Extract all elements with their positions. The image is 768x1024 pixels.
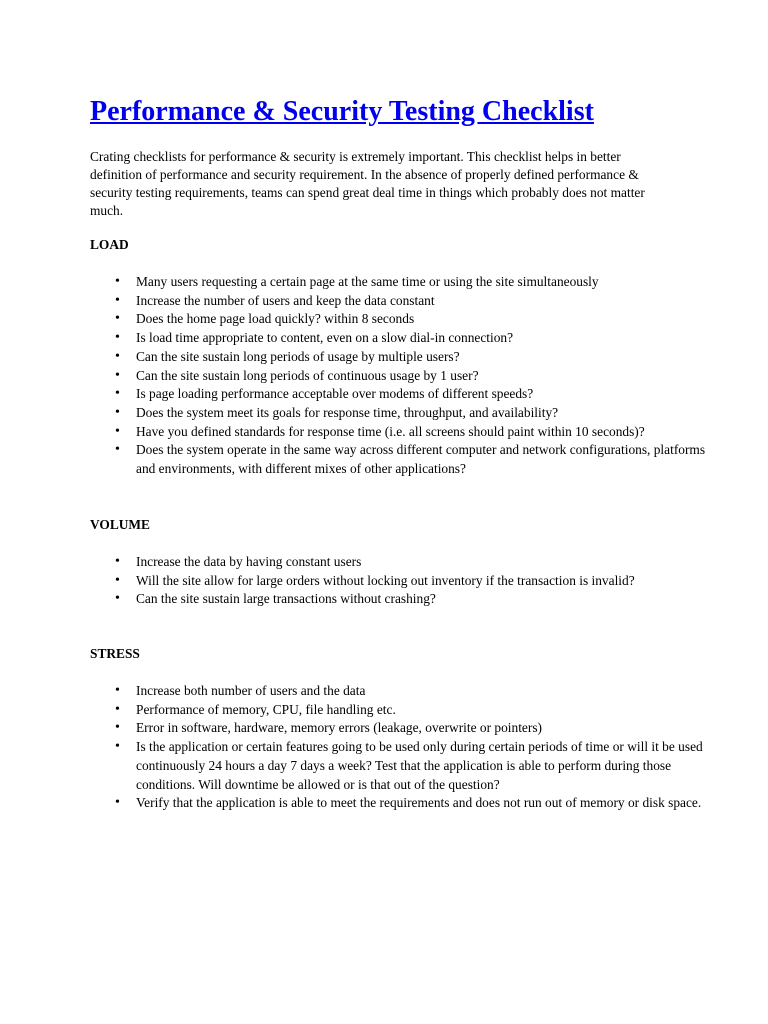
list-item: • Is the application or certain features going to be used only during certain periods of time or will it be used continuously 24 hours a day 7 days a week? Test that the application is able to perform during those conditions. Will downtime be allowed or is that out of the question? [136,738,721,794]
list-item: • Can the site sustain long periods of continuous usage by 1 user? [136,367,721,386]
list-item: • Increase the data by having constant users [136,553,721,572]
section-heading-load: LOAD [90,237,129,252]
list-item: • Error in software, hardware, memory errors (leakage, overwrite or pointers) [136,719,721,738]
list-item: • Is load time appropriate to content, even on a slow dial-in connection? [136,329,721,348]
list-item: • Have you defined standards for response time (i.e. all screens should paint within 10 seconds)? [136,423,721,442]
list-item: • Does the home page load quickly? within 8 seconds [136,310,721,329]
list-item: • Does the system operate in the same way across different computer and network configurations, platforms and environments, with different mixes of other applications? [136,441,721,478]
list-item: • Will the site allow for large orders without locking out inventory if the transaction is invalid? [136,572,721,591]
list-item: • Can the site sustain long periods of usage by multiple users? [136,348,721,367]
volume-list [90,553,721,609]
list-item: • Verify that the application is able to meet the requirements and does not run out of memory or disk space. [136,794,721,813]
list-item: • Increase both number of users and the data [136,682,721,701]
list-item: • Does the system meet its goals for response time, throughput, and availability? [136,404,721,423]
section-heading-volume: VOLUME [90,517,150,532]
stress-list [90,682,721,813]
list-item: • Many users requesting a certain page at the same time or using the site simultaneously [136,273,721,292]
section-heading-stress: STRESS [90,646,140,661]
intro-paragraph: Crating checklists for performance & security is extremely important. This checklist helps in better definition of performance and security requirement. In the absence of properly defined performance & security testing requirements, teams can spend great deal time in things which probably does not matter much. [90,149,645,218]
list-item: • Performance of memory, CPU, file handling etc. [136,701,721,720]
list-item: • Is page loading performance acceptable over modems of different speeds? [136,385,721,404]
list-item: • Increase the number of users and keep the data constant [136,292,721,311]
load-list [90,273,721,479]
list-item: • Can the site sustain large transactions without crashing? [136,590,721,609]
page-title[interactable]: Performance & Security Testing Checklist [90,96,594,127]
